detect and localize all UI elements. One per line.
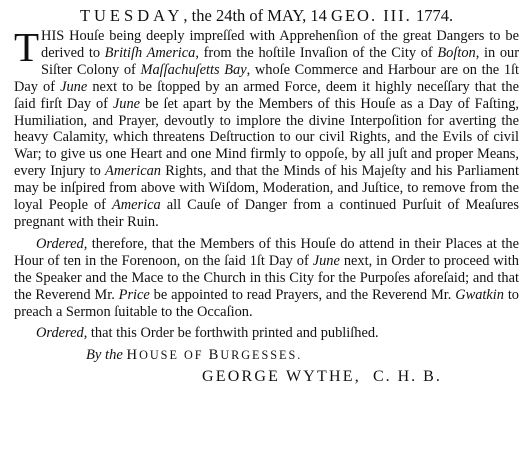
text-run: to preach a Sermon ſuitable to the Occaſion. — [14, 286, 520, 320]
italic-run: Price — [118, 286, 150, 303]
italic-run: Ordered — [36, 235, 84, 252]
dateline-date: , the 24th of MAY, 14 — [183, 6, 332, 25]
house-initial: H — [126, 347, 140, 364]
italic-run: Maſſachuſetts Bay — [140, 61, 247, 78]
italic-run: June — [60, 78, 88, 95]
italic-run: America — [111, 197, 161, 214]
text-run: , in our Siſter Colony of — [41, 44, 520, 78]
print-order-paragraph — [14, 325, 519, 342]
text-run: , that this Order be forthwith printed and publiſhed. — [83, 325, 379, 342]
resolution-text — [14, 24, 520, 230]
house-rest: OUSE OF — [139, 348, 209, 363]
text-run: , from the hoſtile Invaſion of the City of — [195, 44, 438, 61]
text-run: , whoſe Commerce and Harbour are on the 1ſt Day of — [14, 61, 520, 95]
order-text — [14, 236, 519, 320]
by-the: By the — [86, 347, 123, 364]
text-run: be ſet apart by the Members of this Houſe as a Day of Faſting, Humiliation, and Prayer, devoutly to implore the divine Interpoſition for averting the heavy Calamity, which threatens Deſtruction to our civil Rights, and the Evils of civil War; to give us one Heart and one Mind firmly to oppoſe, by all juſt and proper Means, every Injury to — [14, 95, 520, 180]
order-paragraph — [14, 236, 519, 321]
burgesses-initial: B — [208, 347, 221, 364]
text-run: next to be ſtopped by an armed Force, deem it highly neceſſary that the ſaid firſt Day of — [14, 78, 519, 112]
italic-run: Boſton — [437, 44, 476, 61]
text-run: next, in Order to proceed with the Speaker and the Mace to the Church in this City for the Purpoſes aforeſaid; and that the Reverend Mr. — [14, 252, 519, 303]
dateline-reign: GEO. III. — [331, 6, 412, 25]
text-run: Rights, and that the Minds of his Majeſty and his Parliament may be inſpired from above with Wiſdom, Moderation, and Juſtice, to remove from the loyal People of — [14, 163, 519, 214]
resolution-paragraph — [14, 24, 520, 231]
dateline-year: 1774. — [411, 6, 454, 25]
text-run: all Cauſe of Danger from a continued Purſuit of Meaſures pregnant with their Ruin. — [14, 197, 519, 230]
signatory-title: C. H. B. — [372, 368, 442, 386]
drop-cap: T — [14, 24, 40, 70]
dateline-day: TUESDAY — [79, 6, 184, 25]
print-order-text — [36, 325, 379, 341]
signatory-name: GEORGE WYTHE, — [202, 368, 361, 386]
text-run: be appointed to read Prayers, and the Reverend Mr. — [149, 286, 456, 303]
house-attribution — [86, 347, 519, 364]
text-run: HIS Houſe being deeply impreſſed with Apprehenſion of the great Dangers to be derived to — [41, 28, 519, 61]
dateline — [14, 6, 519, 25]
italic-run: June — [312, 252, 340, 269]
italic-run: Britiſh America — [104, 44, 196, 61]
italic-run: Gwatkin — [455, 286, 504, 303]
italic-run: June — [112, 95, 141, 112]
text-run: , therefore, that the Members of this Houſe do attend in their Places at the Hour of ten in the Forenoon, on the ſaid 1ſt Day of — [14, 235, 519, 269]
burgesses-rest: URGESSES. — [220, 348, 303, 363]
italic-run: Ordered — [36, 325, 84, 342]
italic-run: American — [105, 163, 161, 180]
signatory — [202, 367, 519, 387]
